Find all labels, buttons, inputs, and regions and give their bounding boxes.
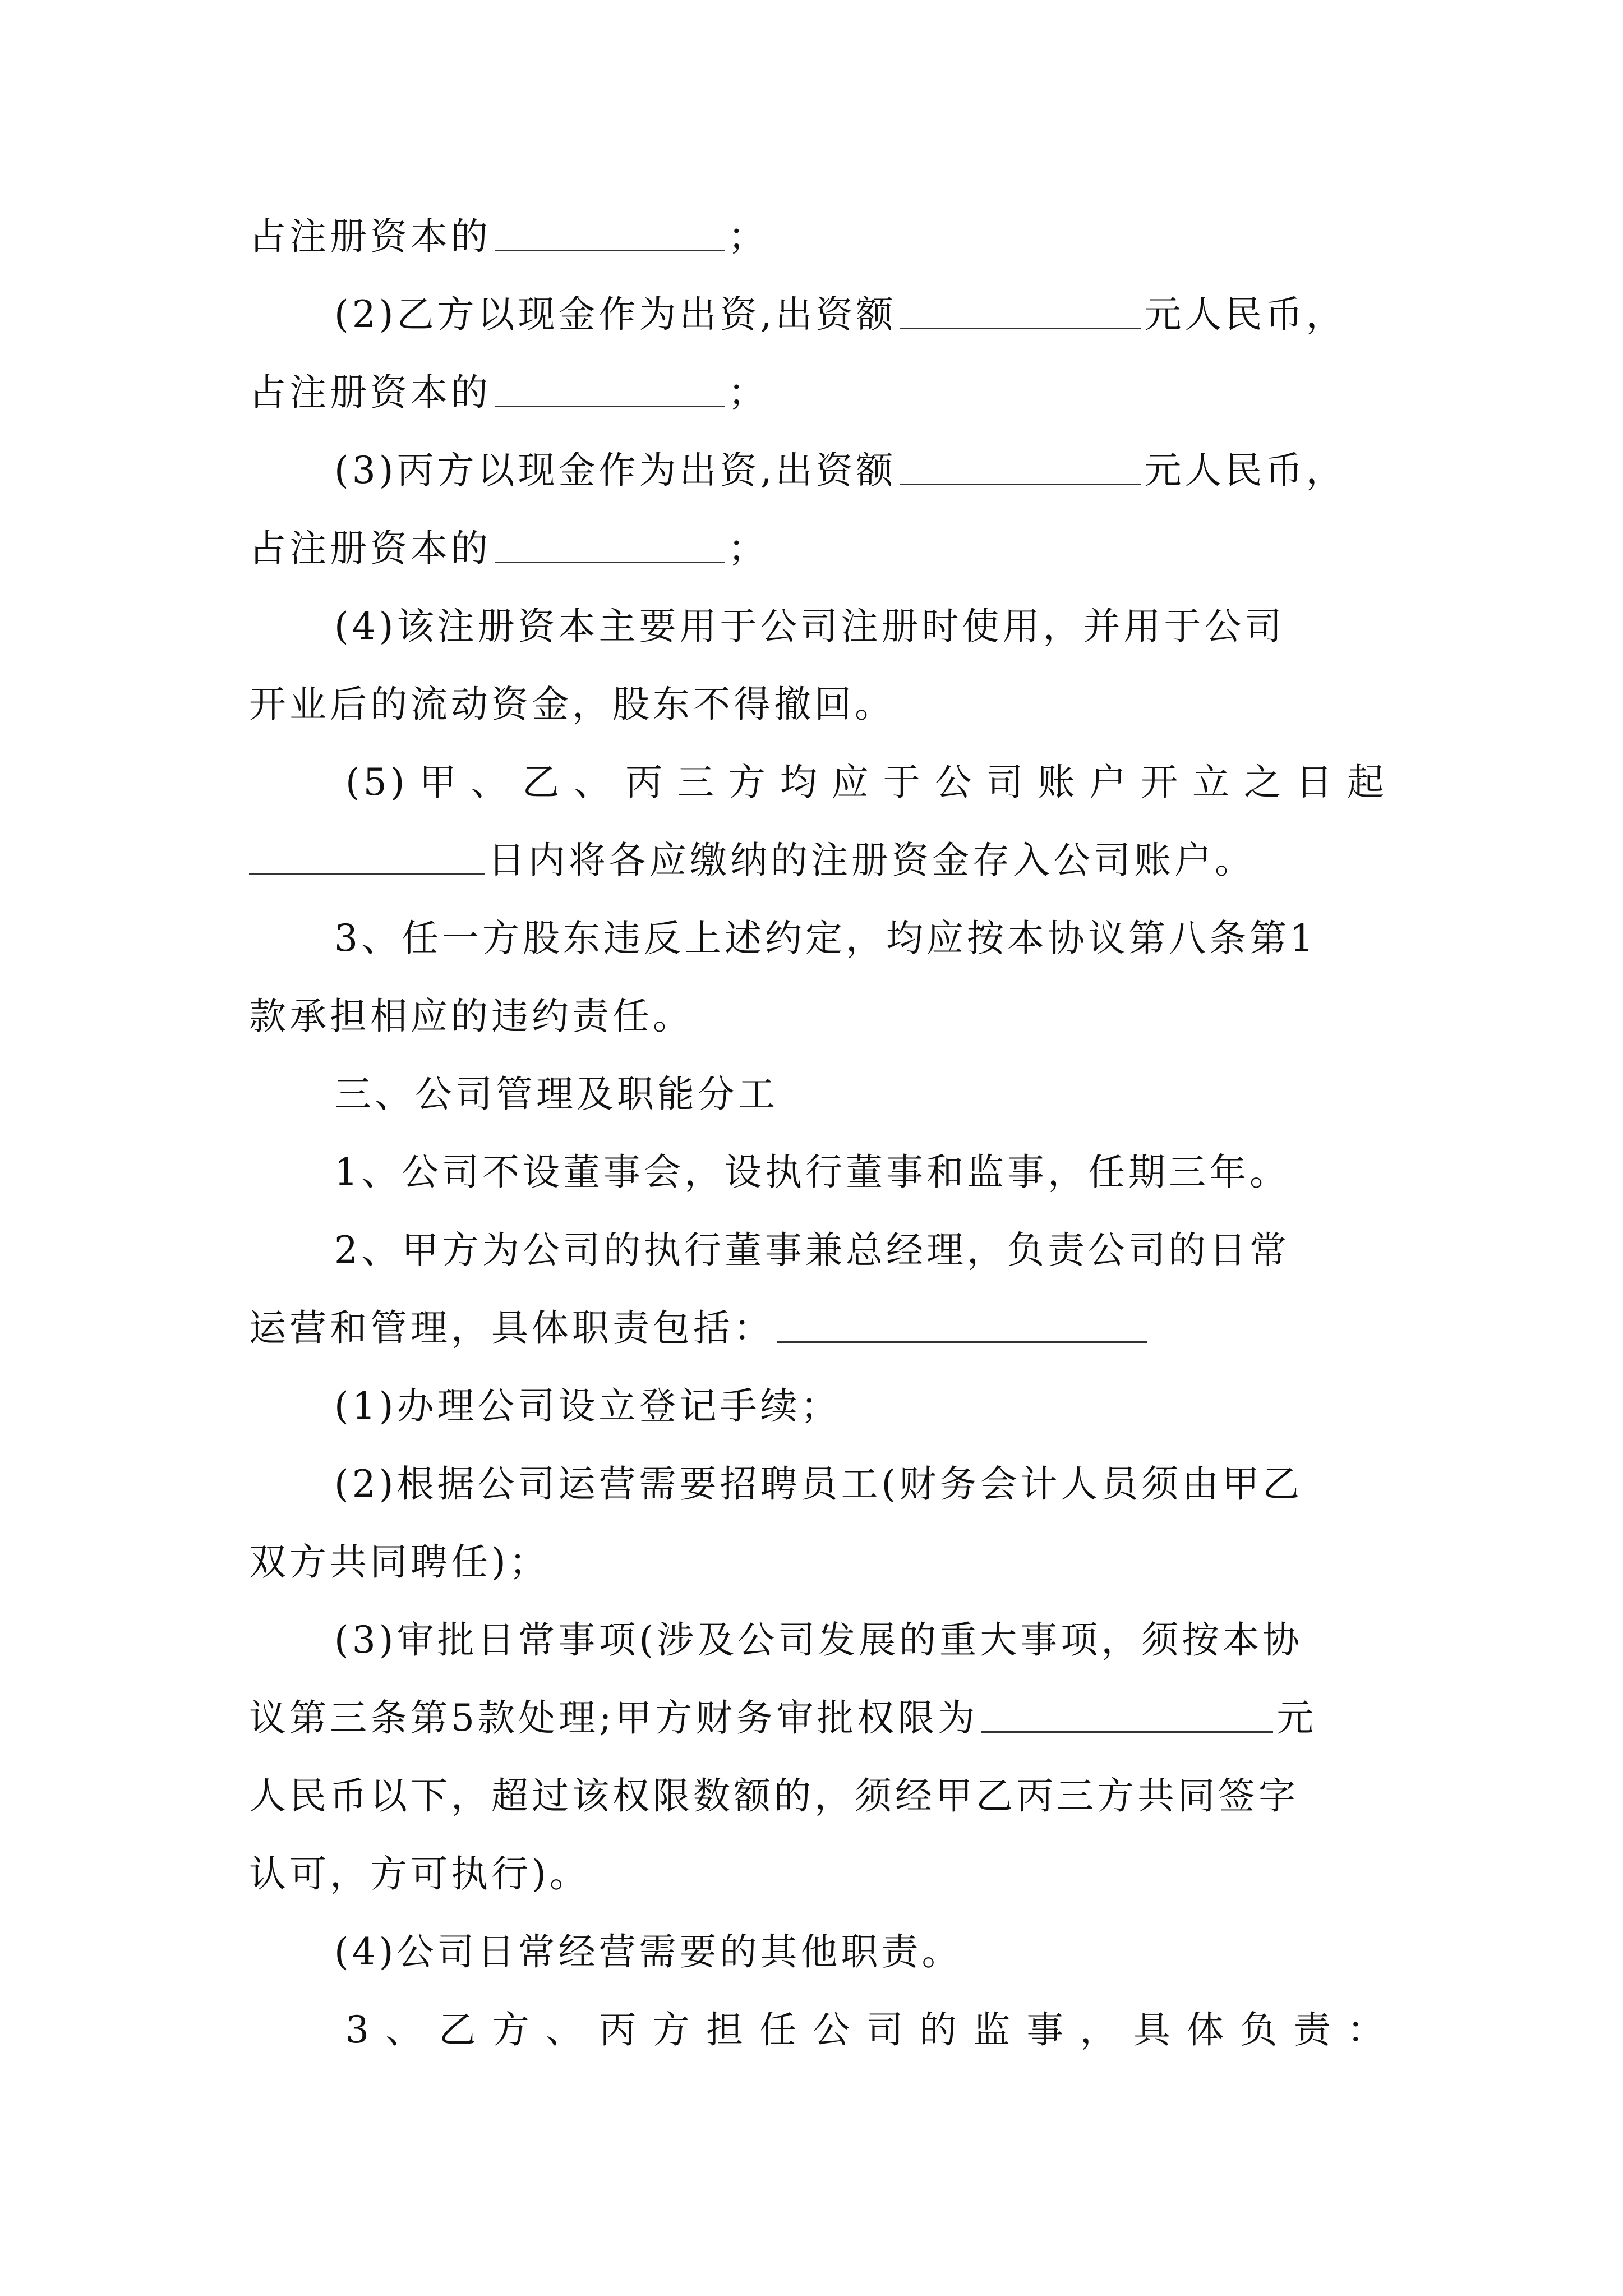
- text-line: 1、公司不设董事会，设执行董事和监事，任期三年。: [334, 1151, 1290, 1194]
- text-line: 双方共同聘任)；: [249, 1540, 550, 1584]
- document-body: [249, 197, 1387, 2069]
- text-line: 占注册资本的 ；: [249, 509, 1387, 587]
- fill-in-blank[interactable]: [900, 288, 1141, 329]
- text-line: 占注册资本的 ；: [249, 197, 1387, 275]
- text-line: 开业后的流动资金，股东不得撤回。: [249, 683, 895, 726]
- text-line: 议第三条第5款处理;甲方财务审批权限为 元: [249, 1679, 1387, 1757]
- text-line: (2)根据公司运营需要招聘员工(财务会计人员须由甲乙: [334, 1462, 1303, 1506]
- text-line: 认可，方可执行)。: [249, 1852, 590, 1895]
- text-line: 3、乙方、丙方担任公司的监事，具体负责：: [345, 2008, 1387, 2051]
- fill-in-blank[interactable]: [777, 1302, 1147, 1343]
- fill-in-blank[interactable]: [495, 366, 725, 407]
- text-line: 3、任一方股东违反上述约定，均应按本协议第八条第1: [334, 917, 1317, 960]
- text-line: (3)丙方以现金作为出资,出资额 元人民币，: [249, 431, 1387, 509]
- text-line: 占注册资本的 ；: [249, 353, 1387, 431]
- section-heading: 三、公司管理及职能分工: [334, 1073, 778, 1116]
- fill-in-blank[interactable]: [495, 522, 725, 563]
- text-line: (3)审批日常事项(涉及公司发展的重大事项，须按本协: [334, 1618, 1303, 1662]
- text-line: 运营和管理，具体职责包括：: [249, 1289, 1387, 1367]
- text-line: 人民币以下，超过该权限数额的，须经甲乙丙三方共同签字: [249, 1774, 1299, 1818]
- fill-in-blank[interactable]: [249, 834, 485, 875]
- fill-in-blank[interactable]: [900, 444, 1141, 485]
- fill-in-blank[interactable]: [981, 1692, 1273, 1733]
- text-line: 2、甲方为公司的执行董事兼总经理，负责公司的日常: [334, 1228, 1290, 1272]
- text-line: (5)甲、乙、丙三方均应于公司账户开立之日起: [345, 761, 1387, 804]
- text-line: (4)公司日常经营需要的其他职责。: [334, 1930, 962, 1973]
- text-line: (2)乙方以现金作为出资,出资额 元人民币，: [249, 275, 1387, 353]
- text-line: (1)办理公司设立登记手续；: [334, 1384, 841, 1428]
- text-line: (4)该注册资本主要用于公司注册时使用，并用于公司: [334, 605, 1285, 648]
- fill-in-blank[interactable]: [495, 210, 725, 251]
- text-line: 日内将各应缴纳的注册资金存入公司账户。: [249, 821, 1387, 899]
- text-line: 款承担相应的违约责任。: [249, 995, 693, 1038]
